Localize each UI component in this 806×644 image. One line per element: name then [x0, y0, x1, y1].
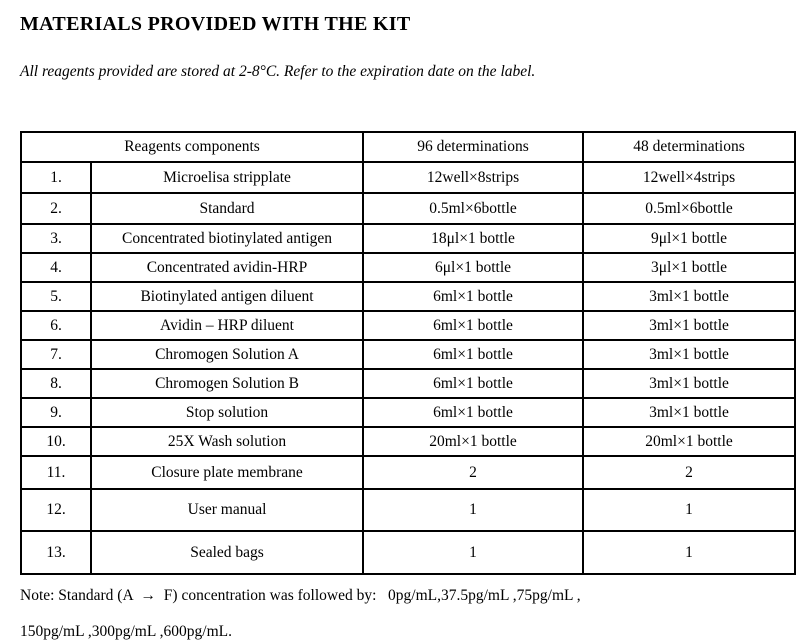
- row-number: 4.: [21, 253, 91, 282]
- qty-96: 6ml×1 bottle: [363, 282, 583, 311]
- qty-96: 6ml×1 bottle: [363, 311, 583, 340]
- component-name: Stop solution: [91, 398, 363, 427]
- materials-table-header: [21, 132, 795, 162]
- qty-96: 6μl×1 bottle: [363, 253, 583, 282]
- header-48-determinations: 48 determinations: [583, 132, 795, 162]
- footnote-line-1: Note: Standard (A → F) concentration was followed by: 0pg/mL,37.5pg/mL ,75pg/mL ,: [20, 587, 581, 604]
- table-row: [21, 162, 795, 193]
- table-row: [21, 456, 795, 489]
- qty-48: 1: [583, 531, 795, 574]
- page-title: MATERIALS PROVIDED WITH THE KIT: [20, 13, 411, 35]
- qty-48: 3μl×1 bottle: [583, 253, 795, 282]
- row-number: 12.: [21, 489, 91, 531]
- component-name: User manual: [91, 489, 363, 531]
- qty-48: 12well×4strips: [583, 162, 795, 193]
- row-number: 6.: [21, 311, 91, 340]
- component-name: Concentrated avidin-HRP: [91, 253, 363, 282]
- row-number: 5.: [21, 282, 91, 311]
- row-number: 3.: [21, 224, 91, 253]
- row-number: 9.: [21, 398, 91, 427]
- table-row: [21, 193, 795, 224]
- qty-96: 6ml×1 bottle: [363, 398, 583, 427]
- qty-48: 1: [583, 489, 795, 531]
- row-number: 8.: [21, 369, 91, 398]
- qty-48: 3ml×1 bottle: [583, 282, 795, 311]
- row-number: 7.: [21, 340, 91, 369]
- row-number: 2.: [21, 193, 91, 224]
- qty-96: 12well×8strips: [363, 162, 583, 193]
- table-row: [21, 253, 795, 282]
- qty-96: 1: [363, 489, 583, 531]
- table-row: [21, 489, 795, 531]
- component-name: Closure plate membrane: [91, 456, 363, 489]
- component-name: Chromogen Solution B: [91, 369, 363, 398]
- table-row: [21, 224, 795, 253]
- footnote: [20, 586, 794, 642]
- qty-96: 1: [363, 531, 583, 574]
- row-number: 13.: [21, 531, 91, 574]
- storage-note: All reagents provided are stored at 2-8°C. Refer to the expiration date on the label.: [20, 63, 536, 80]
- materials-table: [20, 131, 796, 575]
- table-row: [21, 340, 795, 369]
- table-row: [21, 369, 795, 398]
- qty-96: 0.5ml×6bottle: [363, 193, 583, 224]
- footnote-line-2: 150pg/mL ,300pg/mL ,600pg/mL.: [20, 623, 232, 640]
- table-row: [21, 427, 795, 456]
- row-number: 1.: [21, 162, 91, 193]
- qty-96: 18μl×1 bottle: [363, 224, 583, 253]
- table-row: [21, 531, 795, 574]
- component-name: Concentrated biotinylated antigen: [91, 224, 363, 253]
- qty-96: 6ml×1 bottle: [363, 369, 583, 398]
- qty-96: 20ml×1 bottle: [363, 427, 583, 456]
- row-number: 10.: [21, 427, 91, 456]
- header-row: [21, 132, 795, 162]
- qty-48: 3ml×1 bottle: [583, 340, 795, 369]
- component-name: Chromogen Solution A: [91, 340, 363, 369]
- component-name: Biotinylated antigen diluent: [91, 282, 363, 311]
- qty-96: 2: [363, 456, 583, 489]
- header-components: Reagents components: [21, 132, 363, 162]
- qty-48: 3ml×1 bottle: [583, 398, 795, 427]
- qty-48: 2: [583, 456, 795, 489]
- component-name: Standard: [91, 193, 363, 224]
- header-96-determinations: 96 determinations: [363, 132, 583, 162]
- component-name: 25X Wash solution: [91, 427, 363, 456]
- row-number: 11.: [21, 456, 91, 489]
- qty-48: 3ml×1 bottle: [583, 311, 795, 340]
- qty-48: 20ml×1 bottle: [583, 427, 795, 456]
- component-name: Microelisa stripplate: [91, 162, 363, 193]
- table-row: [21, 311, 795, 340]
- qty-48: 3ml×1 bottle: [583, 369, 795, 398]
- component-name: Avidin – HRP diluent: [91, 311, 363, 340]
- materials-table-body: [21, 162, 795, 574]
- component-name: Sealed bags: [91, 531, 363, 574]
- table-row: [21, 398, 795, 427]
- table-row: [21, 282, 795, 311]
- qty-48: 0.5ml×6bottle: [583, 193, 795, 224]
- qty-48: 9μl×1 bottle: [583, 224, 795, 253]
- qty-96: 6ml×1 bottle: [363, 340, 583, 369]
